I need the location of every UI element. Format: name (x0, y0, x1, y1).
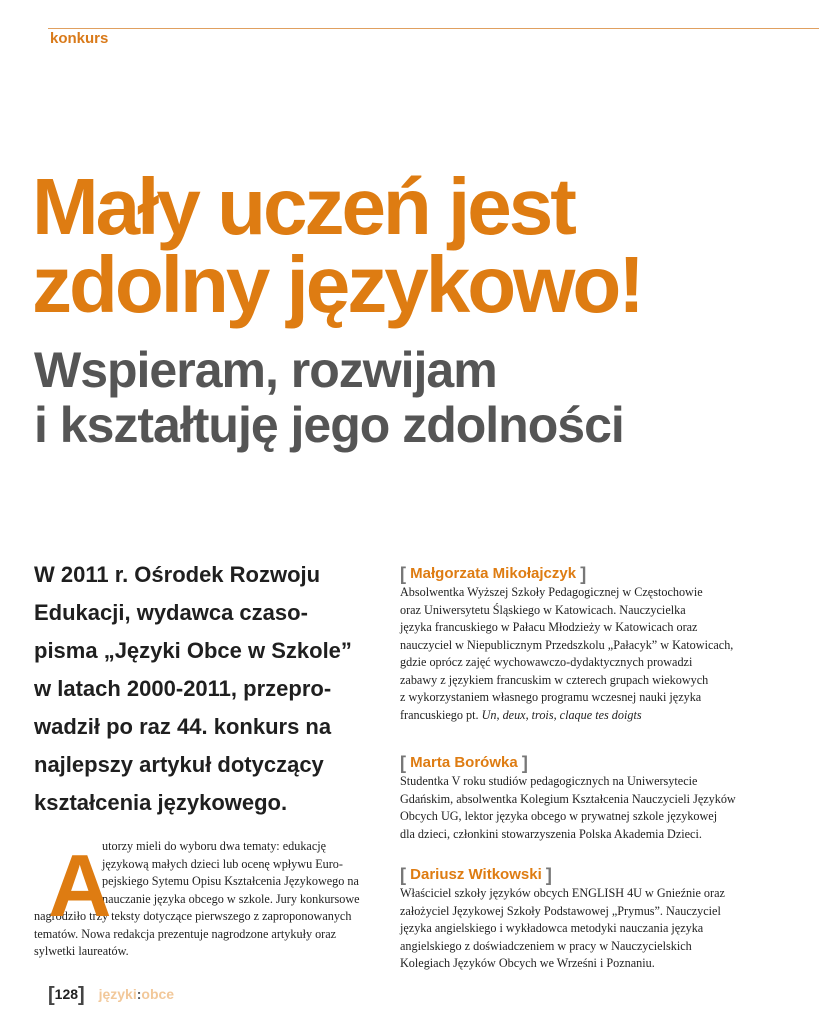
bio-text: francuskiego pt. (400, 707, 479, 722)
title-line-2: zdolny językowo! (32, 240, 642, 329)
lead-line: W 2011 r. Ośrodek Rozwoju (34, 562, 321, 587)
bio-line: Gdańskim, absolwentka Kolegium Kształcenia Nauczycieli Języków (400, 791, 736, 806)
bio-name-text: Małgorzata Mikołajczyk (410, 565, 577, 582)
header-rule (48, 28, 819, 29)
bio-name (400, 866, 740, 884)
intro-line: nagrodziło trzy teksty dotyczące pierwszego z zaproponowanych (34, 909, 352, 923)
bio-witkowski (400, 866, 740, 973)
bio-line: nauczyciel w Niepublicznym Przedszkolu „Pałacyk” w Katowicach, (400, 637, 734, 652)
bracket-close: ] (521, 753, 528, 773)
intro-line: utorzy mieli do wyboru dwa tematy: edukację (102, 839, 327, 853)
magazine-name-part: obce (141, 986, 175, 1002)
bio-line: z wykorzystaniem własnego programu wczesnej nauki języka (400, 690, 702, 704)
subtitle-line-1: Wspieram, rozwijam (34, 342, 497, 398)
bio-line: języka francuskiego w Pałacu Młodzieży w Katowicach oraz (400, 620, 698, 634)
bio-line: Kolegiach Języków Obcych we Wrześni i Poznaniu. (400, 956, 655, 970)
book-title: Un, deux, trois, claque tes doigts (481, 707, 642, 722)
bio-line: oraz Uniwersytetu Śląskiego w Katowicach. Nauczycielka (400, 602, 686, 617)
bio-mikolajczyk (400, 565, 740, 724)
bracket-open: [ (400, 753, 406, 773)
lead-line: Edukacji, wydawca czaso- (34, 600, 308, 625)
lead-paragraph (34, 556, 384, 822)
intro-line: tematów. Nowa redakcja prezentuje nagrodzone artykuły oraz (34, 926, 337, 941)
magazine-name-part: języki (98, 986, 137, 1002)
bio-borowka (400, 754, 740, 843)
bio-line: języka angielskiego i wykładowca metodyki nauczania języka (400, 921, 704, 935)
bracket-open: [ (400, 865, 406, 885)
title-line-1: Mały uczeń jest (32, 162, 574, 251)
bio-line: Absolwentka Wyższej Szkoły Pedagogicznej w Częstochowie (400, 585, 703, 599)
bio-line: zabawy z językiem francuskim w czterech grupach wiekowych (400, 672, 709, 687)
intro-line: nauczanie języka obcego w szkole. Jury konkursowe (102, 891, 360, 906)
bio-line: założyciel Językowej Szkoły Podstawowej „Prymus”. Nauczyciel (400, 903, 721, 918)
lead-line: w latach 2000-2011, przepro- (34, 676, 332, 701)
bio-name-text: Marta Borówka (410, 754, 518, 771)
lead-line: kształcenia językowego. (34, 790, 288, 815)
lead-line: wadził po raz 44. konkurs na (34, 714, 332, 739)
bio-line: Właściciel szkoły języków obcych ENGLISH 4U w Gnieźnie oraz (400, 886, 725, 900)
bio-line: Obcych UG, lektor języka obcego w prywatnej szkole językowej (400, 809, 718, 823)
bracket-close: ] (580, 564, 587, 584)
intro-line: pejskiego Sytemu Opisu Kształcenia Językowego na (102, 874, 359, 888)
bio-name (400, 565, 740, 583)
bracket-close: ] (78, 984, 85, 1006)
bio-name-text: Dariusz Witkowski (410, 866, 542, 883)
bracket-open: [ (400, 564, 406, 584)
page-number: 128 (54, 986, 79, 1002)
bio-line: gdzie oprócz zajęć wychowawczo-dydaktycznych prowadzi (400, 655, 693, 669)
article-subtitle (34, 343, 814, 453)
lead-line: pisma „Języki Obce w Szkole” (34, 638, 352, 663)
page-footer (48, 984, 174, 1007)
lead-line: najlepszy artykuł dotyczący (34, 752, 324, 777)
drop-cap: A (48, 836, 112, 935)
bio-line: Studentka V roku studiów pedagogicznych na Uniwersytecie (400, 774, 698, 788)
article-title (32, 162, 812, 329)
subtitle-line-2: i kształtuję jego zdolności (34, 397, 624, 453)
bio-line: dla dzieci, członkini stowarzyszenia Polska Akademia Dzieci. (400, 826, 702, 841)
bio-line-last (400, 707, 740, 725)
intro-line: sylwetki laureatów. (34, 944, 129, 958)
bracket-close: ] (545, 865, 552, 885)
bio-name (400, 754, 740, 772)
bracket-open: [ (48, 984, 55, 1006)
intro-line: językową małych dzieci lub ocenę wpływu Euro- (102, 856, 343, 871)
bio-line: angielskiego z doświadczeniem w pracy w Nauczycielskich (400, 938, 692, 953)
section-label: konkurs (50, 30, 109, 47)
magazine-separator: : (136, 986, 142, 1002)
intro-paragraph (34, 838, 386, 961)
magazine-name (99, 986, 175, 1002)
